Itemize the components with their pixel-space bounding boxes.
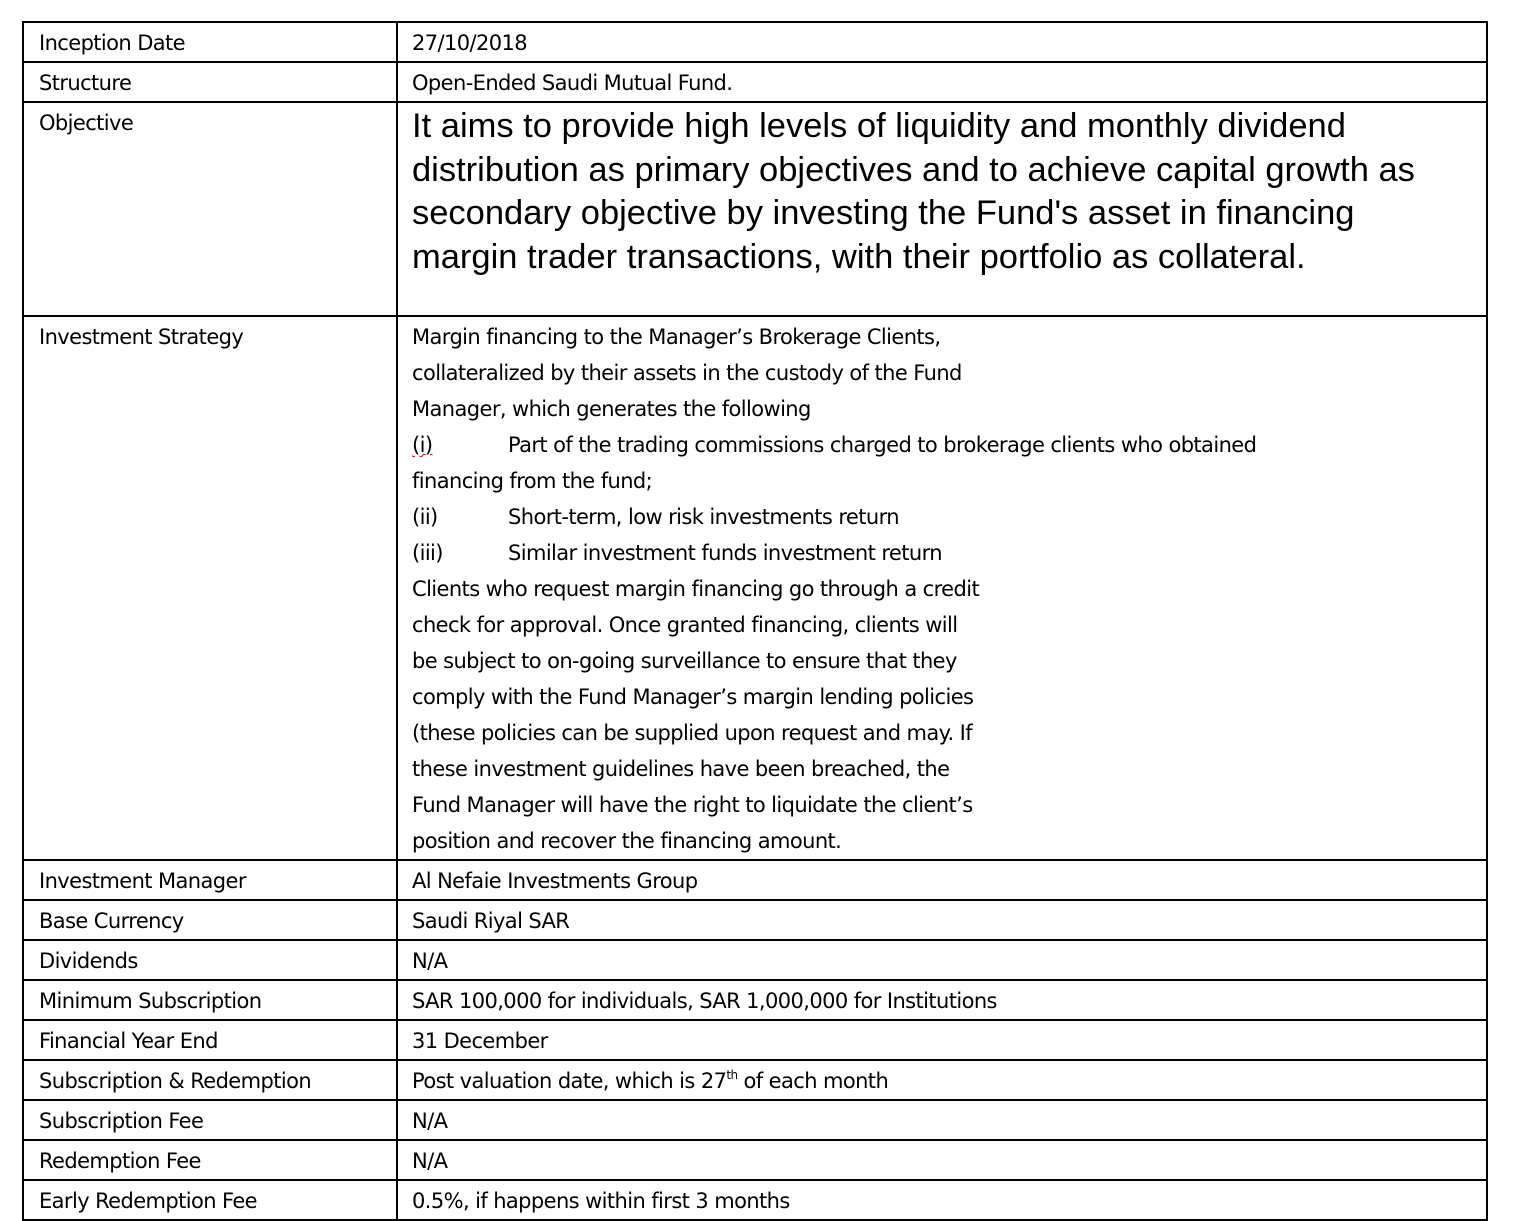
- fund-details-table: [22, 21, 1488, 1221]
- row-label: Structure: [23, 62, 397, 102]
- strategy-outro-line: position and recover the financing amount.: [412, 829, 842, 853]
- strategy-outro-line: comply with the Fund Manager’s margin lending policies: [412, 685, 974, 709]
- table-row-objective: [23, 102, 1487, 316]
- table-row-financial-year-end: [23, 1020, 1487, 1060]
- row-label: Dividends: [23, 940, 397, 980]
- row-value: 31 December: [397, 1020, 1487, 1060]
- row-value: 0.5%, if happens within first 3 months: [397, 1180, 1487, 1220]
- list-item-text: Similar investment funds investment return: [508, 541, 942, 565]
- table-row-dividends: [23, 940, 1487, 980]
- list-item-text: Part of the trading commissions charged to brokerage clients who obtained: [508, 433, 1257, 457]
- table-row-subscription-fee: [23, 1100, 1487, 1140]
- value-text: of each month: [737, 1069, 889, 1093]
- row-label: Financial Year End: [23, 1020, 397, 1060]
- list-item-continuation: financing from the fund;: [412, 469, 653, 493]
- strategy-outro-line: these investment guidelines have been breached, the: [412, 757, 950, 781]
- list-marker: (ii): [412, 505, 438, 529]
- strategy-intro-line: Margin financing to the Manager’s Brokerage Clients,: [412, 325, 941, 349]
- list-marker: (iii): [412, 541, 443, 565]
- list-item-text: Short-term, low risk investments return: [508, 505, 899, 529]
- table-row-minimum-subscription: [23, 980, 1487, 1020]
- row-label: Redemption Fee: [23, 1140, 397, 1180]
- row-label: Subscription Fee: [23, 1100, 397, 1140]
- table-row-structure: [23, 62, 1487, 102]
- table-row-base-currency: [23, 900, 1487, 940]
- value-text: Post valuation date, which is 27: [412, 1069, 727, 1093]
- row-value: 27/10/2018: [397, 22, 1487, 62]
- row-value: Saudi Riyal SAR: [397, 900, 1487, 940]
- row-value: N/A: [397, 1100, 1487, 1140]
- row-label: Investment Strategy: [23, 316, 397, 860]
- strategy-intro-line: collateralized by their assets in the custody of the Fund: [412, 361, 962, 385]
- row-value: SAR 100,000 for individuals, SAR 1,000,000 for Institutions: [397, 980, 1487, 1020]
- ordinal-suffix: th: [726, 1068, 738, 1082]
- strategy-outro-line: (these policies can be supplied upon request and may. If: [412, 721, 973, 745]
- row-value: N/A: [397, 940, 1487, 980]
- list-marker: (i): [412, 433, 433, 457]
- strategy-outro-line: Fund Manager will have the right to liquidate the client’s: [412, 793, 973, 817]
- table-row-investment-manager: [23, 860, 1487, 900]
- row-value: [397, 316, 1487, 860]
- row-label: Minimum Subscription: [23, 980, 397, 1020]
- row-label: Base Currency: [23, 900, 397, 940]
- row-value: Al Nefaie Investments Group: [397, 860, 1487, 900]
- strategy-outro-line: Clients who request margin financing go through a credit: [412, 577, 980, 601]
- table-row-subscription-redemption: [23, 1060, 1487, 1100]
- table-row-early-redemption-fee: [23, 1180, 1487, 1220]
- strategy-list-item: [412, 499, 1472, 535]
- strategy-outro-line: check for approval. Once granted financing, clients will: [412, 613, 958, 637]
- row-value: Open-Ended Saudi Mutual Fund.: [397, 62, 1487, 102]
- row-value: It aims to provide high levels of liquidity and monthly dividend distribution as primary objectives and to achieve capital growth as secondary objective by investing the Fund's asset in financing margin trader transactions, with their portfolio as collateral.: [397, 102, 1487, 316]
- table-row-redemption-fee: [23, 1140, 1487, 1180]
- table-row-inception-date: [23, 22, 1487, 62]
- strategy-outro-line: be subject to on-going surveillance to ensure that they: [412, 649, 957, 673]
- row-label: Investment Manager: [23, 860, 397, 900]
- row-label: Early Redemption Fee: [23, 1180, 397, 1220]
- row-value: [397, 1060, 1487, 1100]
- table-row-investment-strategy: [23, 316, 1487, 860]
- row-label: Inception Date: [23, 22, 397, 62]
- strategy-list-item: [412, 535, 1472, 571]
- row-label: Objective: [23, 102, 397, 316]
- strategy-intro-line: Manager, which generates the following: [412, 397, 811, 421]
- strategy-list-item: [412, 427, 1472, 463]
- row-value: N/A: [397, 1140, 1487, 1180]
- row-label: Subscription & Redemption: [23, 1060, 397, 1100]
